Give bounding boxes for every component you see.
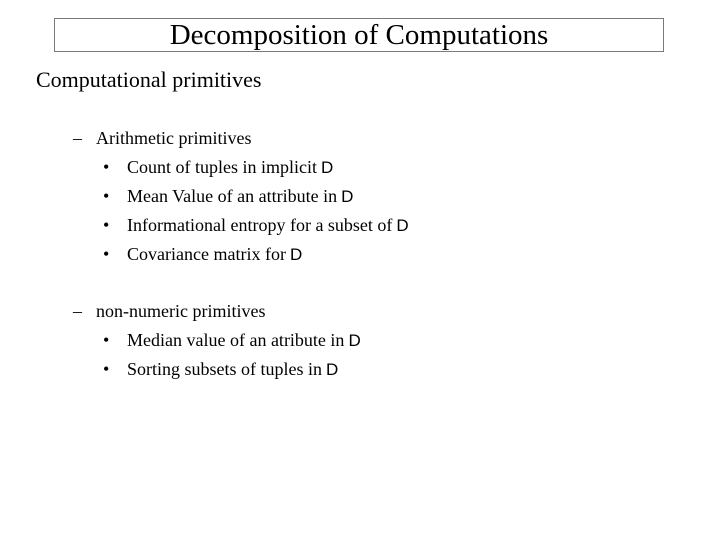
slide-title: Decomposition of Computations: [169, 18, 549, 51]
list-item: [73, 240, 409, 269]
slide-title-box: [54, 18, 664, 52]
list-item: [73, 182, 409, 211]
dataset-symbol: D: [348, 331, 361, 350]
dash-marker: –: [73, 301, 82, 321]
dataset-symbol: D: [321, 158, 334, 177]
bullet-marker: •: [103, 157, 110, 177]
bullet-marker: •: [103, 244, 110, 264]
dash-marker: –: [73, 128, 82, 148]
slide-heading: Computational primitives: [36, 67, 262, 92]
list-item-text: Median value of an atribute in: [127, 330, 345, 350]
bullet-marker: •: [103, 215, 110, 235]
list-item-text: Informational entropy for a subset of: [127, 215, 393, 235]
list-item-text: Mean Value of an attribute in: [127, 186, 338, 206]
list-item: [73, 153, 409, 182]
section-header: [73, 124, 409, 153]
bullet-marker: •: [103, 330, 110, 350]
dataset-symbol: D: [326, 360, 339, 379]
list-item: [73, 355, 361, 384]
section-header: [73, 297, 361, 326]
list-item: [73, 211, 409, 240]
dataset-symbol: D: [341, 187, 354, 206]
section-label: non-numeric primitives: [96, 301, 266, 321]
bullet-marker: •: [103, 359, 110, 379]
section-label: Arithmetic primitives: [96, 128, 252, 148]
list-item-text: Sorting subsets of tuples in: [127, 359, 323, 379]
list-item-text: Count of tuples in implicit: [127, 157, 317, 177]
list-item-text: Covariance matrix for: [127, 244, 286, 264]
section-arithmetic-primitives: [73, 124, 409, 269]
section-non-numeric-primitives: [73, 297, 361, 384]
list-item: [73, 326, 361, 355]
bullet-marker: •: [103, 186, 110, 206]
dataset-symbol: D: [396, 216, 409, 235]
dataset-symbol: D: [289, 245, 303, 264]
